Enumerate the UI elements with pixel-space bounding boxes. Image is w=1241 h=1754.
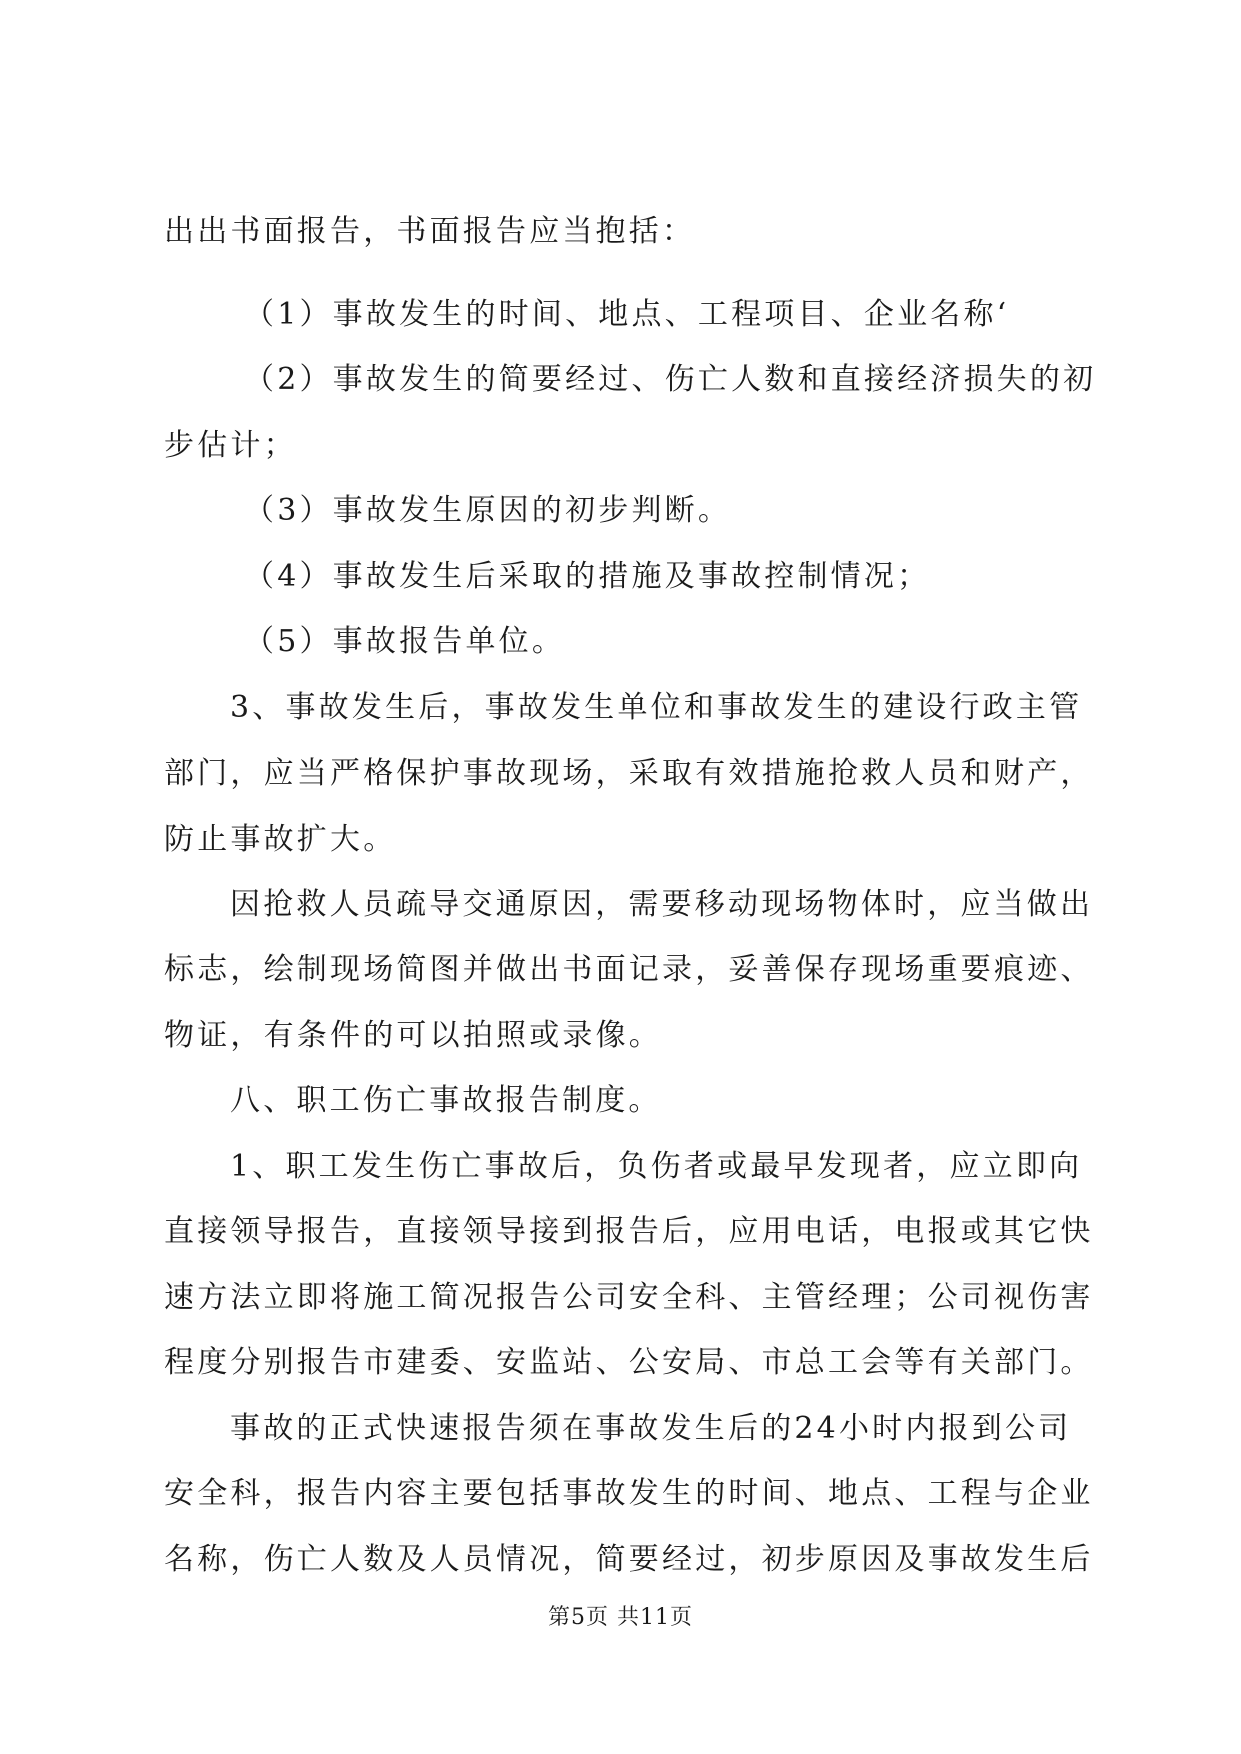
list-item-line: （5）事故报告单位。 <box>244 624 566 659</box>
paragraph-line: 程度分别报告市建委、安监站、公安局、市总工会等有关部门。 <box>164 1345 1094 1380</box>
paragraph-line: 部门，应当严格保护事故现场，采取有效措施抢救人员和财产， <box>164 756 1094 791</box>
paragraph-line: 直接领导报告，直接领导接到报告后，应用电话，电报或其它快 <box>164 1214 1094 1249</box>
paragraph-line: 事故的正式快速报告须在事故发生后的24小时内报到公司 <box>230 1411 1072 1446</box>
paragraph-line: 标志，绘制现场简图并做出书面记录，妥善保存现场重要痕迹、 <box>164 952 1094 987</box>
paragraph-line: 因抢救人员疏导交通原因，需要移动现场物体时，应当做出 <box>230 887 1094 922</box>
paragraph-line: 步估计； <box>164 428 297 463</box>
paragraph-line: 1、职工发生伤亡事故后，负伤者或最早发现者，应立即向 <box>230 1149 1083 1184</box>
list-item-line: （2）事故发生的简要经过、伤亡人数和直接经济损失的初 <box>244 362 1097 397</box>
paragraph-line: 物证，有条件的可以拍照或录像。 <box>164 1018 662 1053</box>
paragraph-line: 出出书面报告，书面报告应当抱括： <box>164 214 696 249</box>
paragraph-line: 名称，伤亡人数及人员情况，简要经过，初步原因及事故发生后 <box>164 1542 1094 1577</box>
list-item-line: （3）事故发生原因的初步判断。 <box>244 493 732 528</box>
list-item-line: （4）事故发生后采取的措施及事故控制情况； <box>244 559 931 594</box>
page-number-footer: 第5页 共11页 <box>548 1605 693 1630</box>
paragraph-line: 3、事故发生后，事故发生单位和事故发生的建设行政主管 <box>230 690 1083 725</box>
paragraph-line: 速方法立即将施工简况报告公司安全科、主管经理；公司视伤害 <box>164 1280 1094 1315</box>
paragraph-line: 防止事故扩大。 <box>164 822 397 857</box>
list-item-line: （1）事故发生的时间、地点、工程项目、企业名称‘ <box>244 297 1010 332</box>
paragraph-line: 安全科，报告内容主要包括事故发生的时间、地点、工程与企业 <box>164 1476 1094 1511</box>
section-heading: 八、职工伤亡事故报告制度。 <box>230 1083 662 1118</box>
